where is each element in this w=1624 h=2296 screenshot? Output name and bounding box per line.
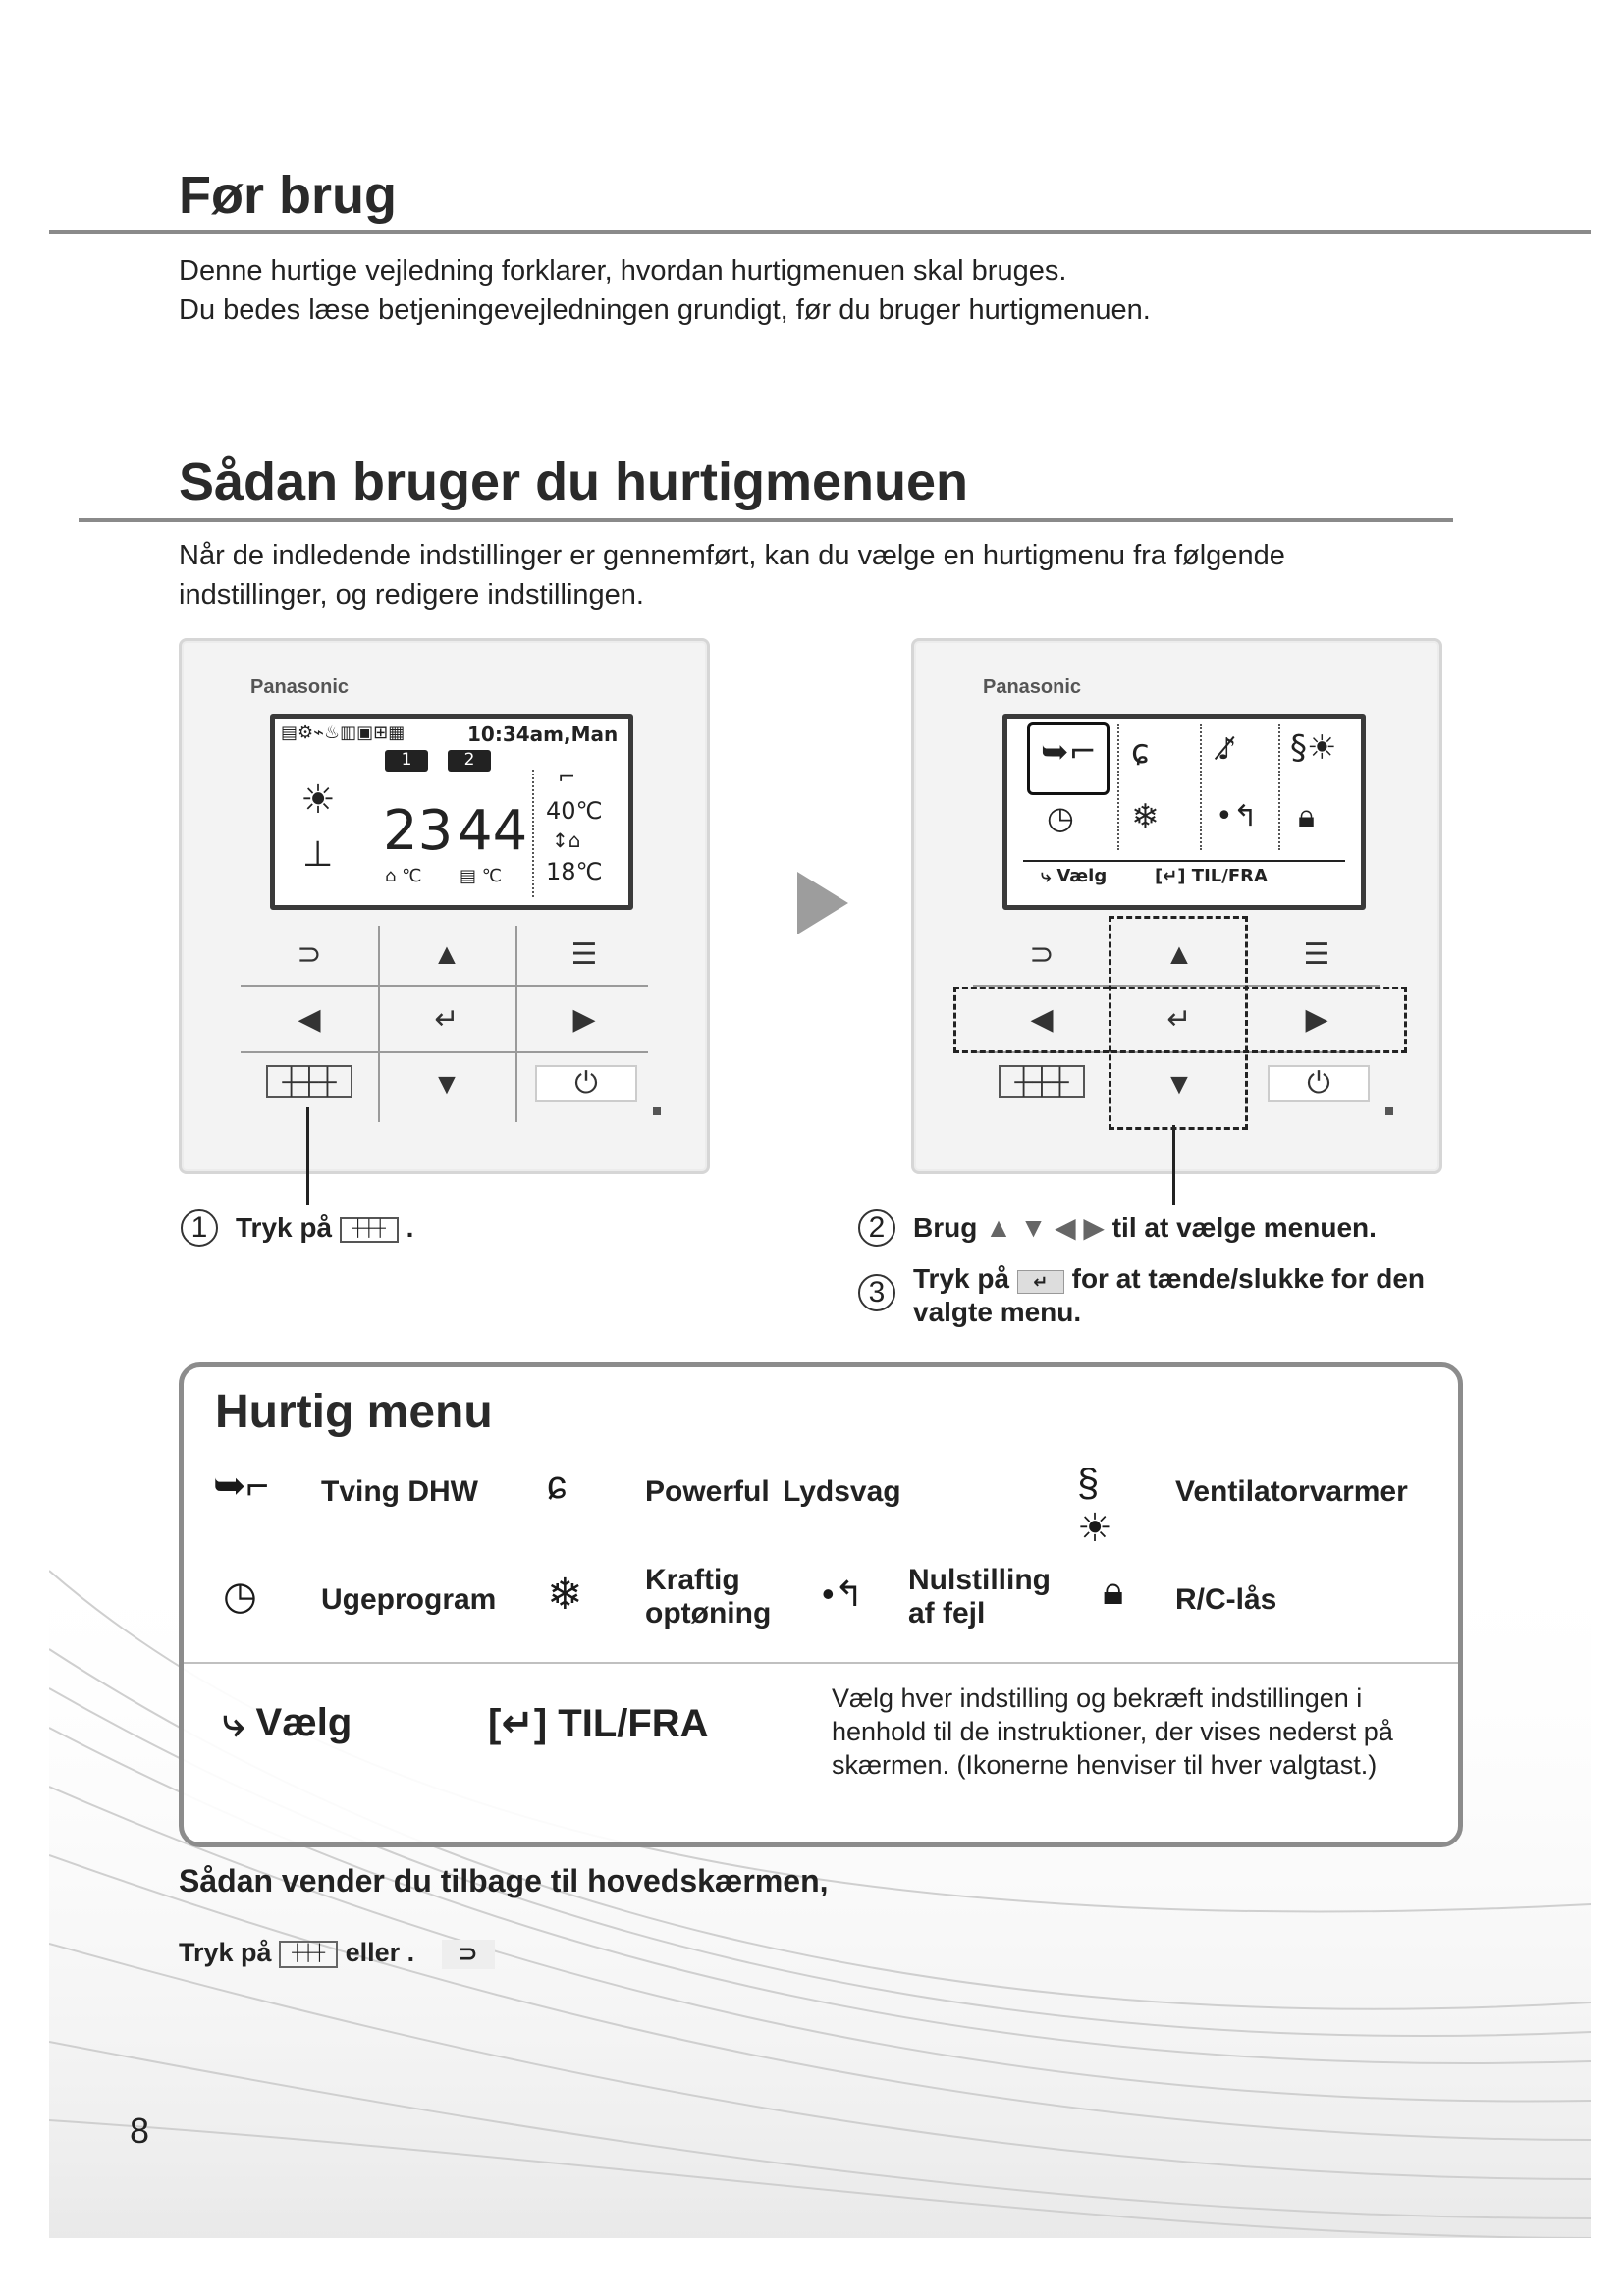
- quick-menu-panel: [179, 1362, 1463, 1847]
- back-button[interactable]: ⊃: [297, 938, 322, 971]
- up-button[interactable]: ▲: [432, 938, 461, 971]
- intro-line-2: Du bedes læse betjeningevejledningen grundigt, før du bruger hurtigmenuen.: [179, 294, 1151, 326]
- zone-1-temperature: 23: [383, 799, 454, 863]
- down-button[interactable]: ▼: [1164, 1068, 1194, 1100]
- next-arrow-icon: [797, 872, 848, 934]
- enter-button[interactable]: ↵: [1166, 1003, 1192, 1036]
- item-force-dhw: Tving DHW: [321, 1475, 478, 1508]
- brand-logo: Panasonic: [250, 676, 350, 698]
- return-title: Sådan vender du tilbage til hovedskærmen,: [179, 1863, 829, 1898]
- left-button[interactable]: ◀: [298, 1003, 321, 1036]
- enter-key-icon: ↵: [1017, 1270, 1064, 1294]
- usage-line-1: Når de indledende indstillinger er gennemført, kan du vælge en hurtigmenu fra følgende: [179, 540, 1285, 571]
- step-1-caption: 1 Tryk på ┼┼┼ .: [181, 1209, 413, 1247]
- quick-menu-title: Hurtig menu: [215, 1386, 493, 1438]
- heater-icon: §☀: [1077, 1462, 1112, 1550]
- indicator-led: [1385, 1107, 1393, 1115]
- menu-button[interactable]: ☰: [570, 938, 598, 971]
- usage-line-2: indstillinger, og redigere indstillingen.: [179, 579, 644, 611]
- remote-controller-main-screen: [179, 638, 710, 1174]
- tank-temperature: 40℃: [546, 797, 603, 825]
- back-button[interactable]: ⊃: [1029, 938, 1055, 971]
- section-divider: [79, 518, 1453, 522]
- lcd-divider: [1117, 724, 1119, 850]
- step-2-number: 2: [858, 1209, 895, 1247]
- lock-icon: 🔒︎: [1298, 797, 1316, 834]
- return-instruction: Tryk på ┼┼┼ eller . ⊃: [179, 1938, 495, 1969]
- right-button[interactable]: ▶: [572, 1003, 596, 1036]
- item-strong-heat-line1: Kraftig: [645, 1564, 740, 1596]
- dashed-highlight-horizontal: [953, 987, 1407, 1053]
- weekly-timer-icon: ◷: [1047, 799, 1074, 836]
- up-down-left-right-keys-icon: ▲ ▼ ◀ ▶: [985, 1212, 1105, 1243]
- left-button[interactable]: ◀: [1030, 1003, 1054, 1036]
- quick-menu-key-icon: ┼┼┼: [340, 1217, 399, 1243]
- zone-1-badge: 1: [385, 750, 428, 772]
- lcd-divider: [1278, 724, 1280, 850]
- powerful-icon: ɕ: [1131, 732, 1150, 772]
- status-icons: ▤⚙⌁♨▥▣⊞▦: [281, 722, 406, 743]
- heater-icon: §☀: [1290, 728, 1337, 768]
- indicator-led: [653, 1107, 661, 1115]
- brand-logo: Panasonic: [983, 676, 1082, 698]
- back-key-icon: ⊃: [442, 1940, 495, 1969]
- error-reset-icon: •↰: [822, 1574, 864, 1614]
- power-button[interactable]: ⏻: [1268, 1065, 1370, 1102]
- item-strong-heat-line2: optøning: [645, 1597, 772, 1629]
- keypad-line: [241, 985, 648, 987]
- pointer-line-right: [1172, 1125, 1175, 1205]
- lock-icon: 🔒︎: [1103, 1570, 1124, 1613]
- item-powerful: Powerful: [645, 1475, 770, 1508]
- pointer-line-left: [306, 1107, 309, 1205]
- tank-tap-icon: ⌐: [558, 766, 576, 790]
- quick-menu-button[interactable]: ┼┼┼: [999, 1065, 1085, 1098]
- footer-select: ⤷ Vælg: [1041, 866, 1108, 886]
- keypad-line: [241, 1051, 648, 1053]
- item-reset-line1: Nulstilling: [908, 1564, 1051, 1596]
- lcd-footer-line: [1023, 860, 1345, 862]
- lcd-divider: [532, 770, 536, 897]
- zone-2-unit: ▤ ℃: [460, 866, 502, 886]
- section-divider: [49, 230, 1591, 234]
- instruction-note: Vælg hver indstilling og bekræft indstillingen i henhold til de instruktioner, der vises nederst på skærmen. (Ikonerne henviser til hver valgtast.): [832, 1683, 1393, 1780]
- quick-menu-key-icon: ┼┼┼: [279, 1941, 338, 1968]
- lcd-divider: [1200, 724, 1202, 850]
- section-title-before-use: Før brug: [179, 166, 397, 225]
- step-1-number: 1: [181, 1209, 218, 1247]
- item-quiet: Lydsvag: [783, 1475, 901, 1508]
- page-number: 8: [130, 2110, 150, 2151]
- force-dhw-icon: ➥⌐: [1041, 732, 1097, 772]
- enter-button[interactable]: ↵: [434, 1003, 460, 1036]
- zone-2-badge: 2: [448, 750, 491, 772]
- down-button[interactable]: ▼: [432, 1068, 461, 1100]
- step-3-caption: 3 Tryk på ↵ for at tænde/slukke for den valgte menu.: [858, 1262, 1425, 1329]
- select-legend: ⤷ Vælg: [223, 1701, 352, 1744]
- panel-divider: [184, 1662, 1458, 1664]
- powerful-icon: ɕ: [547, 1464, 567, 1507]
- outdoor-temperature: 18℃: [546, 858, 603, 885]
- error-reset-icon: •↰: [1216, 799, 1258, 833]
- item-heater: Ventilatorvarmer: [1175, 1475, 1408, 1508]
- outdoor-icon: ↕⌂: [552, 828, 581, 852]
- step-3-number: 3: [858, 1274, 895, 1311]
- keypad-line: [515, 926, 517, 1122]
- keypad-line: [378, 926, 380, 1122]
- item-lock: R/C-lås: [1175, 1583, 1277, 1616]
- sun-icon: ☀: [300, 777, 336, 823]
- force-dhw-icon: ➥⌐: [213, 1465, 269, 1508]
- weekly-timer-icon: ◷: [223, 1575, 257, 1618]
- defrost-icon: ❄: [547, 1571, 583, 1619]
- remote-controller-quick-menu: [911, 638, 1442, 1174]
- item-weekly: Ugeprogram: [321, 1583, 497, 1616]
- zone-1-unit: ⌂ ℃: [385, 866, 422, 886]
- menu-button[interactable]: ☰: [1303, 938, 1330, 971]
- quiet-icon: ♪̸: [1218, 732, 1237, 767]
- tap-icon: ⊥: [302, 834, 334, 875]
- clock-day: 10:34am,Man: [467, 722, 619, 746]
- lcd-main-screen: [270, 714, 633, 910]
- power-button[interactable]: ⏻: [535, 1065, 637, 1102]
- item-reset-line2: af fejl: [908, 1597, 986, 1629]
- lcd-quick-menu-screen: [1002, 714, 1366, 910]
- toggle-legend: [↵] TIL/FRA: [488, 1702, 709, 1745]
- zone-2-temperature: 44: [458, 799, 528, 863]
- intro-line-1: Denne hurtige vejledning forklarer, hvordan hurtigmenuen skal bruges.: [179, 255, 1067, 287]
- defrost-icon: ❄: [1131, 797, 1160, 836]
- section-title-how-to-use: Sådan bruger du hurtigmenuen: [179, 453, 969, 511]
- step-2-caption: 2 Brug ▲ ▼ ◀ ▶ til at vælge menuen.: [858, 1209, 1377, 1247]
- up-button[interactable]: ▲: [1164, 938, 1194, 971]
- footer-toggle: [↵] TIL/FRA: [1155, 866, 1268, 886]
- quick-menu-button[interactable]: ┼┼┼: [266, 1065, 352, 1098]
- right-button[interactable]: ▶: [1305, 1003, 1328, 1036]
